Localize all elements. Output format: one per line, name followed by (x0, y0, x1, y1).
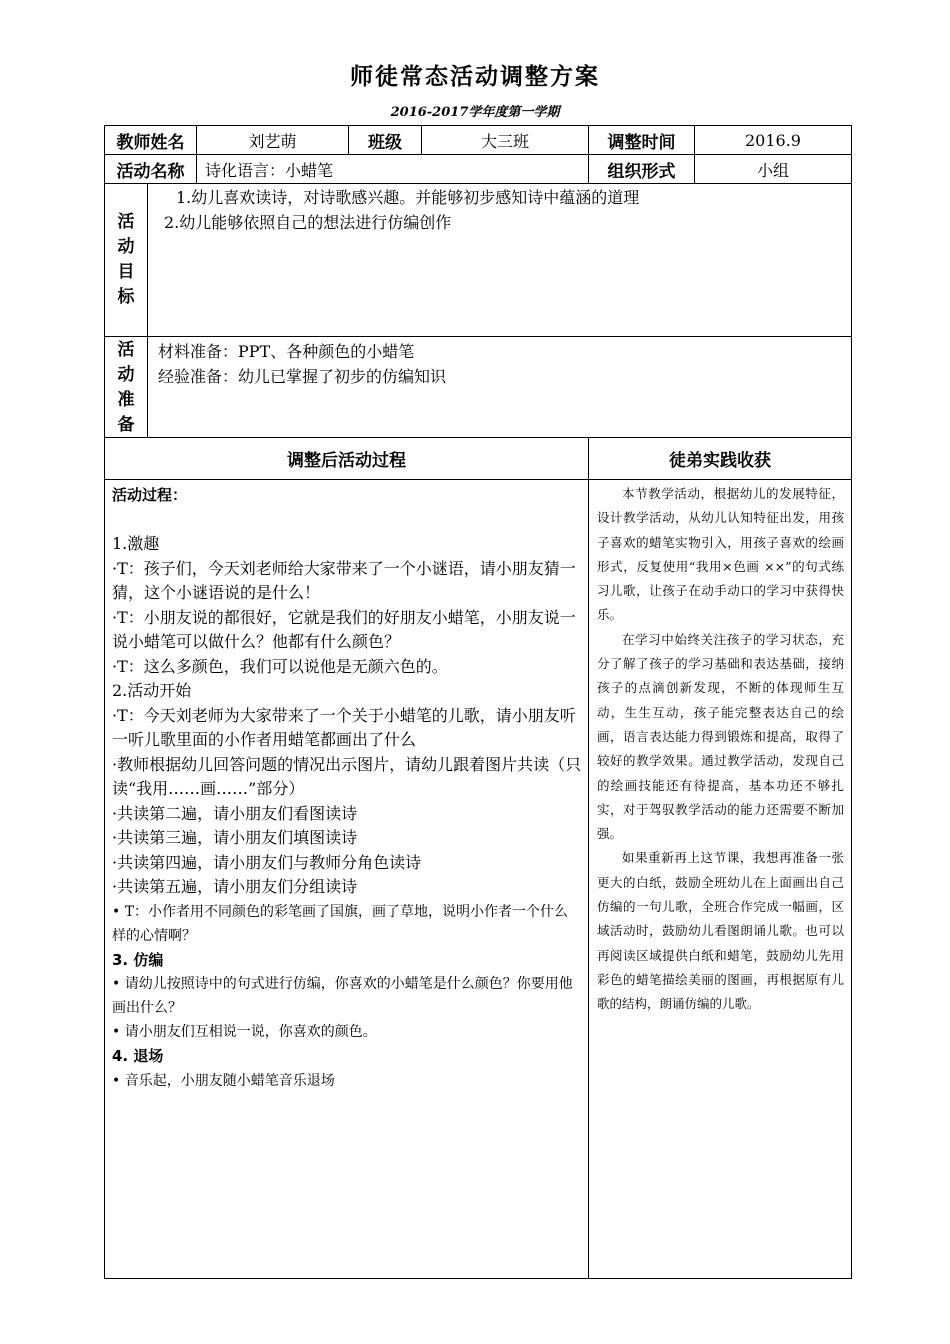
process-line: • 请幼儿按照诗中的句式进行仿编，你喜欢的小蜡笔是什么颜色？你要用他画出什么？ (112, 976, 573, 1016)
row-divider (104, 183, 852, 184)
adjust-time-value: 2016.9 (745, 130, 801, 150)
col-divider (147, 183, 148, 438)
gain-section-header: 徒弟实践收获 (669, 451, 771, 471)
prep-item: 经验准备：幼儿已掌握了初步的仿编知识 (158, 367, 447, 386)
activity-goals-label: 活 动 目 标 (117, 212, 135, 307)
row-divider (104, 479, 852, 480)
process-title: 活动过程： (112, 486, 188, 504)
process-line: ·T：小朋友说的都很好，它就是我们的好朋友小蜡笔，小朋友说一说小蜡笔可以做什么？他都有什么颜色？ (112, 607, 576, 651)
class-value: 大三班 (480, 131, 529, 151)
activity-prep-content (158, 339, 848, 389)
process-line: ·共读第三遍，请小朋友们填图读诗 (112, 828, 358, 847)
activity-goals-content (160, 185, 850, 235)
process-step-heading: 4. 退场 (112, 1047, 164, 1065)
process-line: ·T：孩子们，今天刘老师给大家带来了一个小谜语，请小朋友猜一猜，这个小谜语说的是什么！ (112, 558, 576, 602)
teacher-name-label: 教师姓名 (116, 132, 185, 153)
col-divider (588, 437, 589, 1279)
gain-paragraph: 在学习中始终关注孩子的学习状态，充分了解了孩子的学习基础和表达基础，接纳孩子的点滴创新发现，不断的体现师生互动，生生互动，孩子能完整表达自己的绘画，语言表达能力得到锻炼和提高，取得了较好的教学效果。通过教学活动，发现自己的绘画技能还有待提高，基本功还不够扎实，对于驾驭教学活动的能力还需要不断加强。 (597, 631, 844, 842)
teacher-name-value: 刘艺萌 (248, 131, 297, 151)
goal-item: 2.幼儿能够依照自己的想法进行仿编创作 (164, 213, 452, 232)
process-step-heading: 2.活动开始 (112, 681, 192, 700)
organization-form-label: 组织形式 (607, 161, 676, 182)
row-divider (104, 336, 852, 337)
activity-name-label: 活动名称 (116, 161, 185, 182)
process-step-heading: 1.激趣 (112, 534, 160, 553)
process-line: ·共读第二遍，请小朋友们看图读诗 (112, 803, 358, 823)
document-subtitle: 2016-2017学年度第一学期 (390, 105, 560, 120)
activity-process-content (112, 483, 582, 1093)
process-line: • 音乐起，小朋友随小蜡笔音乐退场 (112, 1072, 335, 1089)
process-line: ·T：这么多颜色，我们可以说他是无颜六色的。 (112, 656, 448, 676)
process-line: ·共读第四遍，请小朋友们与教师分角色读诗 (112, 852, 422, 872)
organization-form-value: 小组 (756, 160, 789, 180)
document-title: 师徒常态活动调整方案 (350, 64, 600, 90)
process-section-header: 调整后活动过程 (287, 451, 406, 471)
goal-item: 1.幼儿喜欢读诗，对诗歌感兴趣。并能够初步感知诗中蕴涵的道理 (176, 188, 640, 207)
class-label: 班级 (368, 132, 402, 153)
adjust-time-label: 调整时间 (607, 132, 676, 153)
gain-paragraph: 本节教学活动，根据幼儿的发展特征，设计教学活动，从幼儿认知特征出发，用孩子喜欢的蜡笔实物引入，用孩子喜欢的绘画形式，反复使用“我用×色画 ××”的句式练习儿歌，让孩子在动手动口的学习中获得快乐。 (597, 486, 844, 623)
table-border-right (851, 125, 852, 1279)
practice-gain-content (597, 482, 844, 1017)
table-border-bottom (104, 1278, 852, 1279)
process-line: • T：小作者用不同颜色的彩笔画了国旗，画了草地，说明小作者一个什么样的心情啊？ (112, 903, 569, 944)
process-line: ·T：今天刘老师为大家带来了一个关于小蜡笔的儿歌，请小朋友听一听儿歌里面的小作者用蜡笔都画出了什么 (112, 705, 576, 749)
process-step-heading: 3. 仿编 (112, 950, 164, 969)
process-line: ·教师根据幼儿回答问题的情况出示图片，请幼儿跟着图片共读（只读“我用……画……”部分） (112, 754, 582, 798)
activity-name-value: 诗化语言：小蜡笔 (205, 160, 334, 180)
prep-item: 材料准备：PPT、各种颜色的小蜡笔 (158, 342, 415, 361)
gain-paragraph: 如果重新再上这节课，我想再准备一张更大的白纸，鼓励全班幼儿在上面画出自己仿编的一句儿歌，全班合作完成一幅画，区域活动时，鼓励幼儿看图朗诵儿歌。也可以再阅读区域提供白纸和蜡笔，鼓励幼儿先用彩色的蜡笔描绘美丽的图画，再根据原有儿歌的结构，朗诵仿编的儿歌。 (597, 850, 844, 1012)
process-line: • 请小朋友们互相说一说，你喜欢的颜色。 (112, 1024, 377, 1040)
activity-prep-label: 活 动 准 备 (117, 339, 135, 435)
process-line: ·共读第五遍，请小朋友们分组读诗 (112, 877, 358, 896)
